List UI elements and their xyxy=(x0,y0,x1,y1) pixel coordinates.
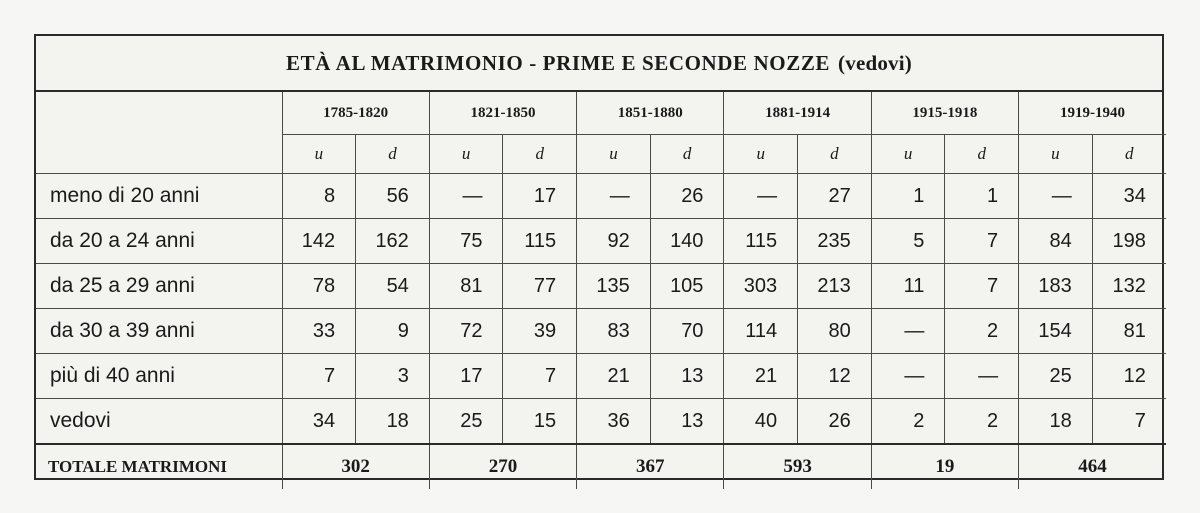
table-cell: 8 xyxy=(282,174,356,219)
table-cell: 26 xyxy=(650,174,724,219)
table-cell: 75 xyxy=(429,219,503,264)
table-cell: 105 xyxy=(650,264,724,309)
table-cell: 36 xyxy=(577,399,651,445)
men-column-header: u xyxy=(724,135,798,174)
table-row xyxy=(36,264,1166,309)
table-cell: 21 xyxy=(724,354,798,399)
row-label: vedovi xyxy=(36,399,282,445)
table-cell: 213 xyxy=(798,264,872,309)
table-cell: 84 xyxy=(1019,219,1093,264)
row-label: meno di 20 anni xyxy=(36,174,282,219)
table-cell: 81 xyxy=(1092,309,1166,354)
table-cell: 2 xyxy=(945,309,1019,354)
table-cell: 115 xyxy=(724,219,798,264)
table-cell: 81 xyxy=(429,264,503,309)
table-cell: 5 xyxy=(871,219,945,264)
header-corner xyxy=(36,92,282,174)
table-cell: — xyxy=(871,309,945,354)
table-cell: — xyxy=(1019,174,1093,219)
table-cell: 17 xyxy=(503,174,577,219)
table-cell: 162 xyxy=(356,219,430,264)
men-column-header: u xyxy=(1019,135,1093,174)
period-header: 1851-1880 xyxy=(577,92,724,135)
total-label: TOTALE MATRIMONI xyxy=(36,444,282,489)
table-cell: 12 xyxy=(1092,354,1166,399)
total-value: 270 xyxy=(429,444,576,489)
table-cell: 77 xyxy=(503,264,577,309)
total-value: 593 xyxy=(724,444,871,489)
table-cell: 26 xyxy=(798,399,872,445)
table-cell: 135 xyxy=(577,264,651,309)
men-column-header: u xyxy=(282,135,356,174)
table-cell: 18 xyxy=(1019,399,1093,445)
table-cell: 132 xyxy=(1092,264,1166,309)
table-cell: 39 xyxy=(503,309,577,354)
women-column-header: d xyxy=(945,135,1019,174)
table-cell: 2 xyxy=(945,399,1019,445)
row-label: da 25 a 29 anni xyxy=(36,264,282,309)
title-main: ETÀ AL MATRIMONIO - PRIME E SECONDE NOZZE xyxy=(286,50,831,75)
table-row xyxy=(36,399,1166,445)
table-cell: 18 xyxy=(356,399,430,445)
total-row xyxy=(36,444,1166,489)
table-cell: 1 xyxy=(945,174,1019,219)
table-cell: 9 xyxy=(356,309,430,354)
table-cell: 140 xyxy=(650,219,724,264)
period-header: 1881-1914 xyxy=(724,92,871,135)
table-cell: 198 xyxy=(1092,219,1166,264)
total-value: 302 xyxy=(282,444,429,489)
table-cell: 70 xyxy=(650,309,724,354)
table-cell: 78 xyxy=(282,264,356,309)
table-cell: — xyxy=(429,174,503,219)
table-cell: 2 xyxy=(871,399,945,445)
table-cell: 154 xyxy=(1019,309,1093,354)
marriage-age-table xyxy=(36,92,1166,489)
table-cell: 235 xyxy=(798,219,872,264)
table-cell: 72 xyxy=(429,309,503,354)
table-row xyxy=(36,174,1166,219)
table-cell: 56 xyxy=(356,174,430,219)
table-cell: 15 xyxy=(503,399,577,445)
table-header xyxy=(36,92,1166,174)
table-row xyxy=(36,309,1166,354)
table-title xyxy=(36,36,1162,92)
table-cell: 34 xyxy=(282,399,356,445)
total-value: 19 xyxy=(871,444,1018,489)
table-cell: 142 xyxy=(282,219,356,264)
table-cell: 7 xyxy=(503,354,577,399)
table-cell: 12 xyxy=(798,354,872,399)
table-cell: 33 xyxy=(282,309,356,354)
table-cell: 17 xyxy=(429,354,503,399)
table-cell: 83 xyxy=(577,309,651,354)
table-cell: 7 xyxy=(282,354,356,399)
period-header: 1919-1940 xyxy=(1019,92,1166,135)
period-header: 1785-1820 xyxy=(282,92,429,135)
table-body xyxy=(36,174,1166,490)
table-cell: 3 xyxy=(356,354,430,399)
table-cell: — xyxy=(724,174,798,219)
table-cell: 303 xyxy=(724,264,798,309)
table-cell: 7 xyxy=(945,219,1019,264)
total-value: 367 xyxy=(577,444,724,489)
men-column-header: u xyxy=(577,135,651,174)
table-cell: 11 xyxy=(871,264,945,309)
row-label: da 30 a 39 anni xyxy=(36,309,282,354)
women-column-header: d xyxy=(798,135,872,174)
women-column-header: d xyxy=(503,135,577,174)
table-cell: 7 xyxy=(1092,399,1166,445)
table-cell: 40 xyxy=(724,399,798,445)
table-cell: 54 xyxy=(356,264,430,309)
table-cell: 21 xyxy=(577,354,651,399)
table-cell: 34 xyxy=(1092,174,1166,219)
title-suffix: (vedovi) xyxy=(838,50,912,75)
row-label: più di 40 anni xyxy=(36,354,282,399)
table-cell: 25 xyxy=(1019,354,1093,399)
table-cell: 13 xyxy=(650,399,724,445)
table-cell: 13 xyxy=(650,354,724,399)
men-column-header: u xyxy=(871,135,945,174)
women-column-header: d xyxy=(1092,135,1166,174)
table-row xyxy=(36,354,1166,399)
table-frame xyxy=(34,34,1164,480)
table-cell: — xyxy=(871,354,945,399)
total-value: 464 xyxy=(1019,444,1166,489)
period-header: 1915-1918 xyxy=(871,92,1018,135)
table-row xyxy=(36,219,1166,264)
table-cell: 25 xyxy=(429,399,503,445)
table-cell: 27 xyxy=(798,174,872,219)
women-column-header: d xyxy=(650,135,724,174)
table-cell: 92 xyxy=(577,219,651,264)
table-cell: 80 xyxy=(798,309,872,354)
table-cell: — xyxy=(577,174,651,219)
women-column-header: d xyxy=(356,135,430,174)
row-label: da 20 a 24 anni xyxy=(36,219,282,264)
period-header-row xyxy=(36,92,1166,135)
table-cell: 115 xyxy=(503,219,577,264)
table-cell: — xyxy=(945,354,1019,399)
table-cell: 183 xyxy=(1019,264,1093,309)
table-cell: 7 xyxy=(945,264,1019,309)
men-column-header: u xyxy=(429,135,503,174)
period-header: 1821-1850 xyxy=(429,92,576,135)
table-cell: 114 xyxy=(724,309,798,354)
table-cell: 1 xyxy=(871,174,945,219)
